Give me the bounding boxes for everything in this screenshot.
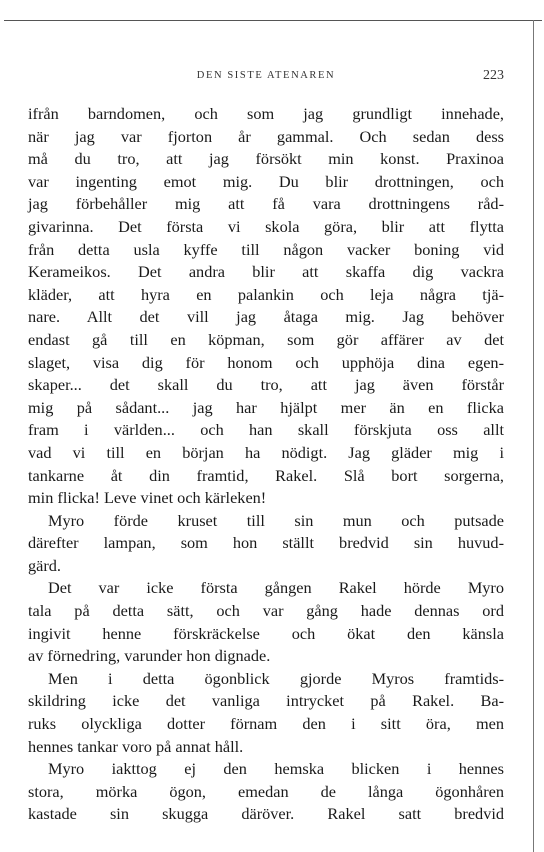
text-line: Myro iakttog ej den hemska blicken i hennes: [48, 759, 504, 779]
text-line: mig på sådant... jag har hjälpt mer än en flicka: [28, 397, 504, 417]
text-line: Kerameikos. Det andra blir att skaffa dig vackra: [28, 262, 504, 282]
text-line: slaget, visa dig för honom och upphöja dina egen-: [28, 352, 504, 372]
text-line: tankarne åt din framtid, Rakel. Slå bort sorgerna,: [28, 465, 504, 485]
text-line: givarinna. Det första vi skola göra, blir att flytta: [28, 216, 504, 236]
text-line: jag förbehåller mig att få vara drottningens råd-: [28, 194, 504, 214]
text-line: därefter lampan, som hon ställt bredvid sin huvud-: [28, 533, 504, 553]
text-line: min flicka! Leve vinet och kärleken!: [28, 488, 267, 508]
side-rule: [533, 20, 534, 852]
text-line: gärd.: [28, 555, 61, 575]
running-head: DEN SISTE ATENAREN: [196, 70, 336, 81]
text-line: skaper... det skall du tro, att jag även förstår: [28, 375, 504, 395]
text-line: kläder, att hyra en palankin och leja några tjä-: [28, 284, 504, 304]
text-line: när jag var fjorton år gammal. Och sedan dess: [28, 126, 504, 146]
text-line: tala på detta sätt, och var gång hade dennas ord: [28, 601, 504, 621]
text-line: nare. Allt det vill jag åtaga mig. Jag behöver: [28, 307, 504, 327]
text-line: må du tro, att jag försökt min konst. Praxinoa: [28, 149, 504, 169]
text-line: Myro förde kruset till sin mun och putsade: [48, 510, 504, 530]
text-line: endast gå till en köpman, som gör affärer av det: [28, 329, 504, 349]
page-number: 223: [483, 68, 504, 83]
text-line: stora, mörka ögon, emedan de långa ögonhåren: [28, 781, 504, 801]
text-line: fram i världen... och han skall förskjuta oss allt: [28, 420, 504, 440]
body-text: [28, 103, 504, 826]
page-header: [28, 70, 504, 88]
text-line: ifrån barndomen, och som jag grundligt innehade,: [28, 104, 504, 123]
text-line: från detta usla kyffe till någon vacker boning vid: [28, 239, 504, 259]
text-line: hennes tankar voro på annat håll.: [28, 736, 244, 756]
text-line: var ingenting emot mig. Du blir drottningen, och: [28, 171, 504, 191]
text-line: ruks olyckliga dotter förnam den i sitt öra, men: [28, 714, 504, 734]
text-line: Det var icke första gången Rakel hörde Myro: [48, 578, 504, 598]
text-line: av förnedring, varunder hon dignade.: [28, 646, 271, 666]
text-line: ingivit henne förskräckelse och ökat den känsla: [28, 623, 504, 643]
top-rule: [4, 20, 542, 21]
text-line: vad vi till en början ha nödigt. Jag gläder mig i: [28, 442, 504, 462]
text-line: kastade sin skugga däröver. Rakel satt bredvid: [28, 804, 504, 824]
text-line: Men i detta ögonblick gjorde Myros framtids-: [48, 668, 504, 688]
text-line: skildring icke det vanliga intrycket på Rakel. Ba-: [28, 691, 504, 711]
